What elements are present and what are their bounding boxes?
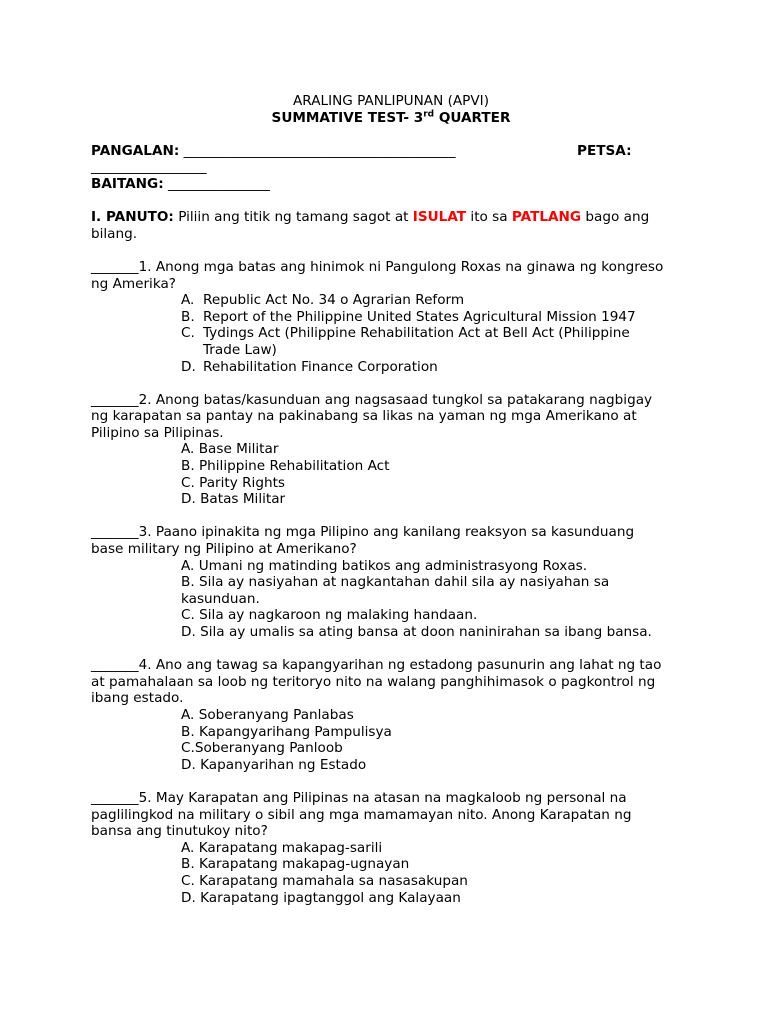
grade-label: BAITANG: bbox=[91, 175, 164, 192]
answer-option: C. Sila ay nagkaroon ng malaking handaan. bbox=[181, 607, 478, 624]
answer-option: B. Kapangyarihang Pampulisya bbox=[181, 723, 392, 740]
answer-option: C. Karapatang mamahala sa nasasakupan bbox=[181, 872, 468, 889]
grade-field-row bbox=[91, 176, 691, 193]
option-text: Rehabilitation Finance Corporation bbox=[203, 358, 438, 375]
answer-options bbox=[91, 292, 691, 375]
answer-option bbox=[181, 359, 691, 376]
question-line: ng karapatan sa pantay na pakinabang sa likas na yaman ng mga Amerikano at bbox=[91, 408, 637, 425]
option-letter: C. bbox=[181, 325, 195, 342]
subtitle-ordinal: rd bbox=[423, 109, 435, 120]
document-page bbox=[91, 93, 691, 906]
option-letter: A. bbox=[181, 292, 195, 309]
answer-options bbox=[91, 840, 691, 906]
answer-option: D. Batas Militar bbox=[181, 491, 286, 508]
question-line: _______5. May Karapatan ang Pilipinas na atasan na magkaloob ng personal na bbox=[91, 789, 627, 806]
answer-options bbox=[91, 558, 691, 641]
question-item bbox=[91, 790, 691, 906]
question-line: _______1. Anong mga batas ang hinimok ni Pangulong Roxas na ginawa ng kongreso bbox=[91, 258, 664, 275]
answer-option bbox=[181, 309, 691, 326]
question-line: at pamahalaan sa loob ng teritoryo nito na walang panghihimasok o pagkontrol ng bbox=[91, 673, 656, 690]
answer-option: B. Karapatang makapag-ugnayan bbox=[181, 856, 410, 873]
question-line: base military ng Pilipino at Amerikano? bbox=[91, 541, 357, 558]
answer-option-continued: kasunduan. bbox=[181, 590, 260, 607]
instructions-label: I. PANUTO: bbox=[91, 209, 174, 226]
answer-option: C. Parity Rights bbox=[181, 474, 285, 491]
answer-option: B. Philippine Rehabilitation Act bbox=[181, 458, 390, 475]
answer-option: C.Soberanyang Panloob bbox=[181, 740, 343, 757]
document-subtitle bbox=[91, 110, 691, 127]
option-letter: B. bbox=[181, 308, 195, 325]
question-line: Pilipino sa Pilipinas. bbox=[91, 424, 224, 441]
question-line: paglilingkod na military o sibil ang mga mamamayan nito. Anong Karapatan ng bbox=[91, 806, 632, 823]
grade-blank-line: _______________ bbox=[163, 175, 270, 192]
subtitle-end: QUARTER bbox=[434, 109, 511, 126]
question-item bbox=[91, 657, 691, 773]
subtitle-main: SUMMATIVE TEST- 3 bbox=[271, 109, 424, 126]
document-title: ARALING PANLIPUNAN (APVI) bbox=[293, 93, 489, 109]
answer-options bbox=[91, 441, 691, 507]
question-line: ng Amerika? bbox=[91, 275, 177, 292]
option-text: Republic Act No. 34 o Agrarian Reform bbox=[203, 292, 465, 309]
instructions-text-2: ito sa bbox=[466, 209, 512, 226]
question-line: bansa ang tinutukoy nito? bbox=[91, 823, 268, 840]
option-text: Report of the Philippine United States Agricultural Mission 1947 bbox=[203, 308, 636, 325]
instructions bbox=[91, 209, 691, 226]
instructions-text-3: bago ang bbox=[581, 209, 650, 226]
option-letter: D. bbox=[181, 358, 196, 375]
answer-option: A. Soberanyang Panlabas bbox=[181, 706, 354, 723]
answer-option bbox=[181, 325, 691, 358]
answer-option: D. Sila ay umalis sa ating bansa at doon naninirahan sa ibang bansa. bbox=[181, 624, 652, 640]
name-blank-line: ________________________________________ bbox=[179, 142, 456, 159]
answer-options bbox=[91, 707, 691, 773]
instructions-highlight-isulat: ISULAT bbox=[412, 209, 467, 226]
instructions-text-1: Piliin ang titik ng tamang sagot at bbox=[173, 209, 413, 226]
option-text-continued: Trade Law) bbox=[203, 341, 277, 358]
answer-option: B. Sila ay nasiyahan at nagkantahan dahil sila ay nasiyahan sa bbox=[181, 574, 610, 591]
question-line: _______2. Anong batas/kasunduan ang nagsasaad tungkol sa patakarang nagbigay bbox=[91, 391, 653, 408]
instructions-highlight-patlang: PATLANG bbox=[511, 209, 582, 226]
question-item bbox=[91, 392, 691, 508]
answer-option: A. Karapatang makapag-sarili bbox=[181, 839, 383, 856]
question-item bbox=[91, 524, 691, 640]
answer-option bbox=[181, 292, 691, 309]
date-blank-line: _________________ bbox=[91, 159, 207, 176]
question-line: ibang estado. bbox=[91, 690, 184, 707]
answer-option: A. Base Militar bbox=[181, 441, 279, 458]
option-text: Tydings Act (Philippine Rehabilitation Act at Bell Act (Philippine bbox=[203, 325, 630, 342]
question-item bbox=[91, 259, 691, 375]
question-line: _______3. Paano ipinakita ng mga Pilipino ang kanilang reaksyon sa kasunduang bbox=[91, 524, 635, 541]
instructions-continued: bilang. bbox=[91, 225, 138, 242]
question-line: _______4. Ano ang tawag sa kapangyarihan ng estadong pasunurin ang lahat ng tao bbox=[91, 657, 662, 674]
name-label: PANGALAN: bbox=[91, 142, 180, 159]
answer-option: D. Kapanyarihan ng Estado bbox=[181, 756, 367, 773]
name-field-row bbox=[91, 143, 691, 160]
date-label: PETSA: bbox=[577, 142, 632, 159]
answer-option: A. Umani ng matinding batikos ang administrasyong Roxas. bbox=[181, 557, 588, 574]
answer-option: D. Karapatang ipagtanggol ang Kalayaan bbox=[181, 889, 461, 906]
